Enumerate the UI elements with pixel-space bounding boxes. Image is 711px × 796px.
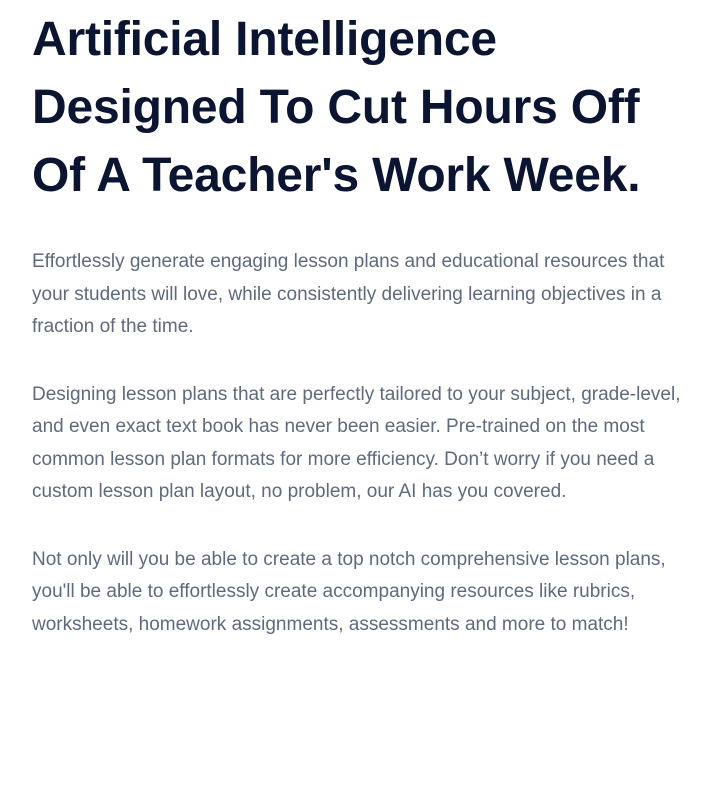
- hero-section: [32, 0, 692, 641]
- resources-paragraph: Not only will you be able to create a top notch comprehensive lesson plans, you'll be able to effortlessly create accompanying resources like rubrics, worksheets, homework assignments, assessments and more to match!: [32, 548, 666, 635]
- page-title: Artificial Intelligence Designed To Cut Hours Off Of A Teacher's Work Week.: [32, 13, 641, 202]
- tailoring-paragraph: Designing lesson plans that are perfectly tailored to your subject, grade-level, and even exact text book has never been easier. Pre-trained on the most common lesson plan formats for more efficiency. Don’t worry if you need a custom lesson plan layout, no problem, our AI has you covered.: [32, 383, 681, 502]
- intro-paragraph: Effortlessly generate engaging lesson plans and educational resources that your students will love, while consistently delivering learning objectives in a fraction of the time.: [32, 251, 665, 337]
